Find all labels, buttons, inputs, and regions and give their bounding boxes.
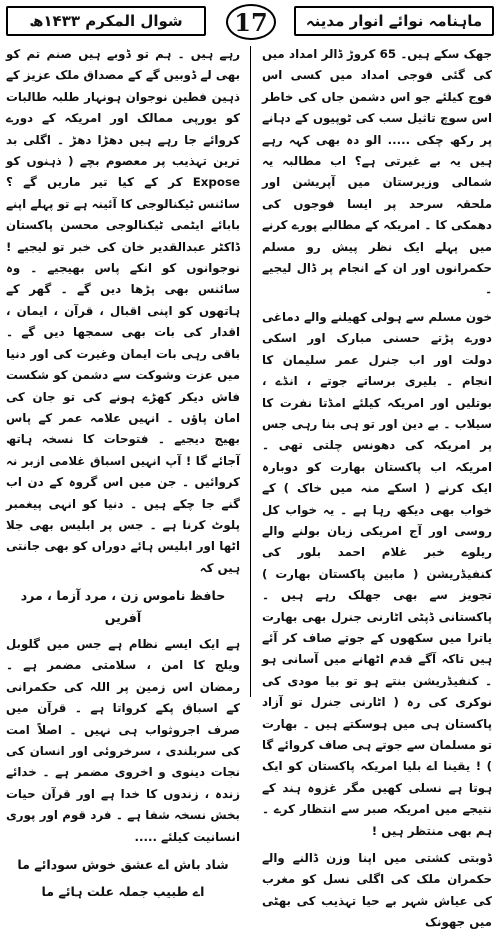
left-paragraph-1: رہے ہیں ۔ ہم تو ڈوبے ہیں صنم تم کو بھی لے ڈوبیں گے کے مصداق ملک عزیز کے ذہین فطین نوجوان ہونہار طلبہ طالبات کو یورپی ممالک اور امریکہ کے دورے کروائے جا رہے ہیں دھڑا دھڑ ۔ اگلی بد ترین تہذیب پر معصوم بچے ( ذہنوں کو Expose کر کے کیا تیر ماریں گے ؟ سائنس ٹیکنالوجی کا آئینہ ہے تو پہلے اپنے بابائے ایٹمی ٹیکنالوجی محسن پاکستان ڈاکٹر عبدالقدیر خان کی خبر تو لیجیے ! نوجوانوں کو انکے پاس بھیجیے ۔ وہ سائنس بھی پڑھا دیں گے ۔ گھر کے ہاتھوں کو اپنی اقبال ، قرآن ، ایمان ، اقدار کی بات بھی سمجھا دیں گے ۔ باقی رہی بات ایمان وغیرت کی اور دنیا میں عزت وشوکت سے دشمن کو شکست فاش دیکر کھڑے ہونے کی تو جان کی امان پاؤں ۔ انہیں علامہ عمر کے پاس بھیج دیجیے ۔ فتوحات کا نسخہ ہاتھ آجائے گا ! آپ انہیں اسباق غلامی ازبر نہ کروائیں ۔ جن میں اس گروہ کے دن اب گنے جا چکے ہیں ۔ دنیا کو انہی پیغمبر پلوٹ کرنا ہے ۔ جس پر ابلیس بھی جلا اٹھا اور ابلیس ہائے دوراں کو بھی جانتی ہیں کہ <box>6 47 240 575</box>
poetry-line-1: حافظ ناموس زن ، مرد آزما ، مرد آفریں <box>20 588 226 625</box>
poetry-line-2: شاد باش اے عشق خوش سودائے ما <box>17 857 229 873</box>
poetry-line-3: اے طبیب جملہ علت ہائے ما <box>41 884 205 900</box>
right-paragraph-3: ڈوبتی کشتی میں اپنا وزن ڈالنے والے حکمران ملک کی اگلی نسل کو مغرب کی عیاش شہر بے حیا تہذیب کی بھٹی میں جھونک <box>262 851 492 930</box>
left-column <box>6 44 240 900</box>
issue-date: شوال المکرم ۱۴۳۳ھ <box>6 6 206 36</box>
right-paragraph-1: جھک سکے ہیں۔ 65 کروڑ ڈالر امداد میں کی گئی فوجی امداد میں کسی اس فوج کیلئے جو اس دشمن جاں کی خاطر اس سوچ تاثیل سب کی ٹوپیوں کے دہانے پر رکھ چکی ..... الو دہ بھی کہہ رہے ہیں یہ بے غیرتی ہے؟ اب مطالبہ یہ شمالی وزیرستان میں آپریشن اور ملحقہ سرحد پر ایسا فوجوں کی دھمکی کا ۔ امریکہ کے مطالبے پورے کرنے میں پہلے ایک نظر پیش رو مسلم حکمرانوں اور ان کے انجام پر ڈال لیجیے ۔ <box>262 47 492 297</box>
column-divider <box>250 46 251 697</box>
page-header <box>6 4 494 38</box>
right-column <box>262 44 492 930</box>
left-paragraph-2: ہے ایک ایسے نظام ہے جس میں گلوبل ویلج کا امن ، سلامتی مضمر ہے ۔ رمضان اس زمین پر اللہ کی حکمرانی کے اسباق پکے کرواتا ہے ۔ قرآن میں صرف اجروثواب ہی نہیں ۔ اصلاً امت کی سربلندی ، سرخروئی اور انسان کی نجات دینوی و اخروی مضمر ہے ۔ خدائے زندہ ، زندوں کا خدا ہے اور قرآن حیات بخش نسخہ شفا ہے ۔ فرد قوم اور پوری انسانیت کیلئے ..... <box>6 636 240 844</box>
page-number: 17 <box>226 4 276 40</box>
magazine-name: ماہنامہ نوائے انوار مدینہ <box>294 6 494 36</box>
right-paragraph-2: خون مسلم سے ہولی کھیلنے والے دماغی دورے پڑتے حسنی مبارک اور اسکی دولت اور اب جنرل عمر سلیمان کا انجام ۔ بلیری برساتے جوتے ، انڈے ، بوتلیں اور امریکہ کیلئے امڈتا نفرت کا سیلاب ۔ بے دین اور تو ہی بنا رہی جس پر امریکہ کی دھونس چلتی تھی ۔ امریکہ اب پاکستان بھارت کو دوبارہ ایک کرنے ( اسکے منہ میں خاک ) کے خواب بھی دیکھ رہا ہے ۔ یہ خواب کل روسی اور آج امریکی زبان بولنے والے ریلوے خبر غلام احمد بلور کی کنفیڈریشن ( مابین پاکستان بھارت ) تجویز سے بھی جھلک رہے ہیں ۔ پاکستانی ڈپٹی اٹارنی جنرل بھی بھارت یاترا میں سکھوں کے جوتے صاف کر آئے ہیں تاکہ آگے قدم اٹھانے میں آسانی ہو ۔ کنفیڈریشن بنتے ہو تو بیا مودی کی نوکری کی رہ ( اٹارنی جنرل تو آزاد پاکستان ہی میں ہوسکتے ہیں ۔ بھارت تو مسلمان سے جوتے ہی صاف کروائے گا ) ! یقینا اے بلیا امریکہ پاکستان کو ایک ہوتا ہے نسلی کھیں مگر غزوہ ہند کے نتیجے میں امریکہ صبر سے انتظار کرے ۔ ہم بھی منتظر ہیں ! <box>262 309 492 838</box>
